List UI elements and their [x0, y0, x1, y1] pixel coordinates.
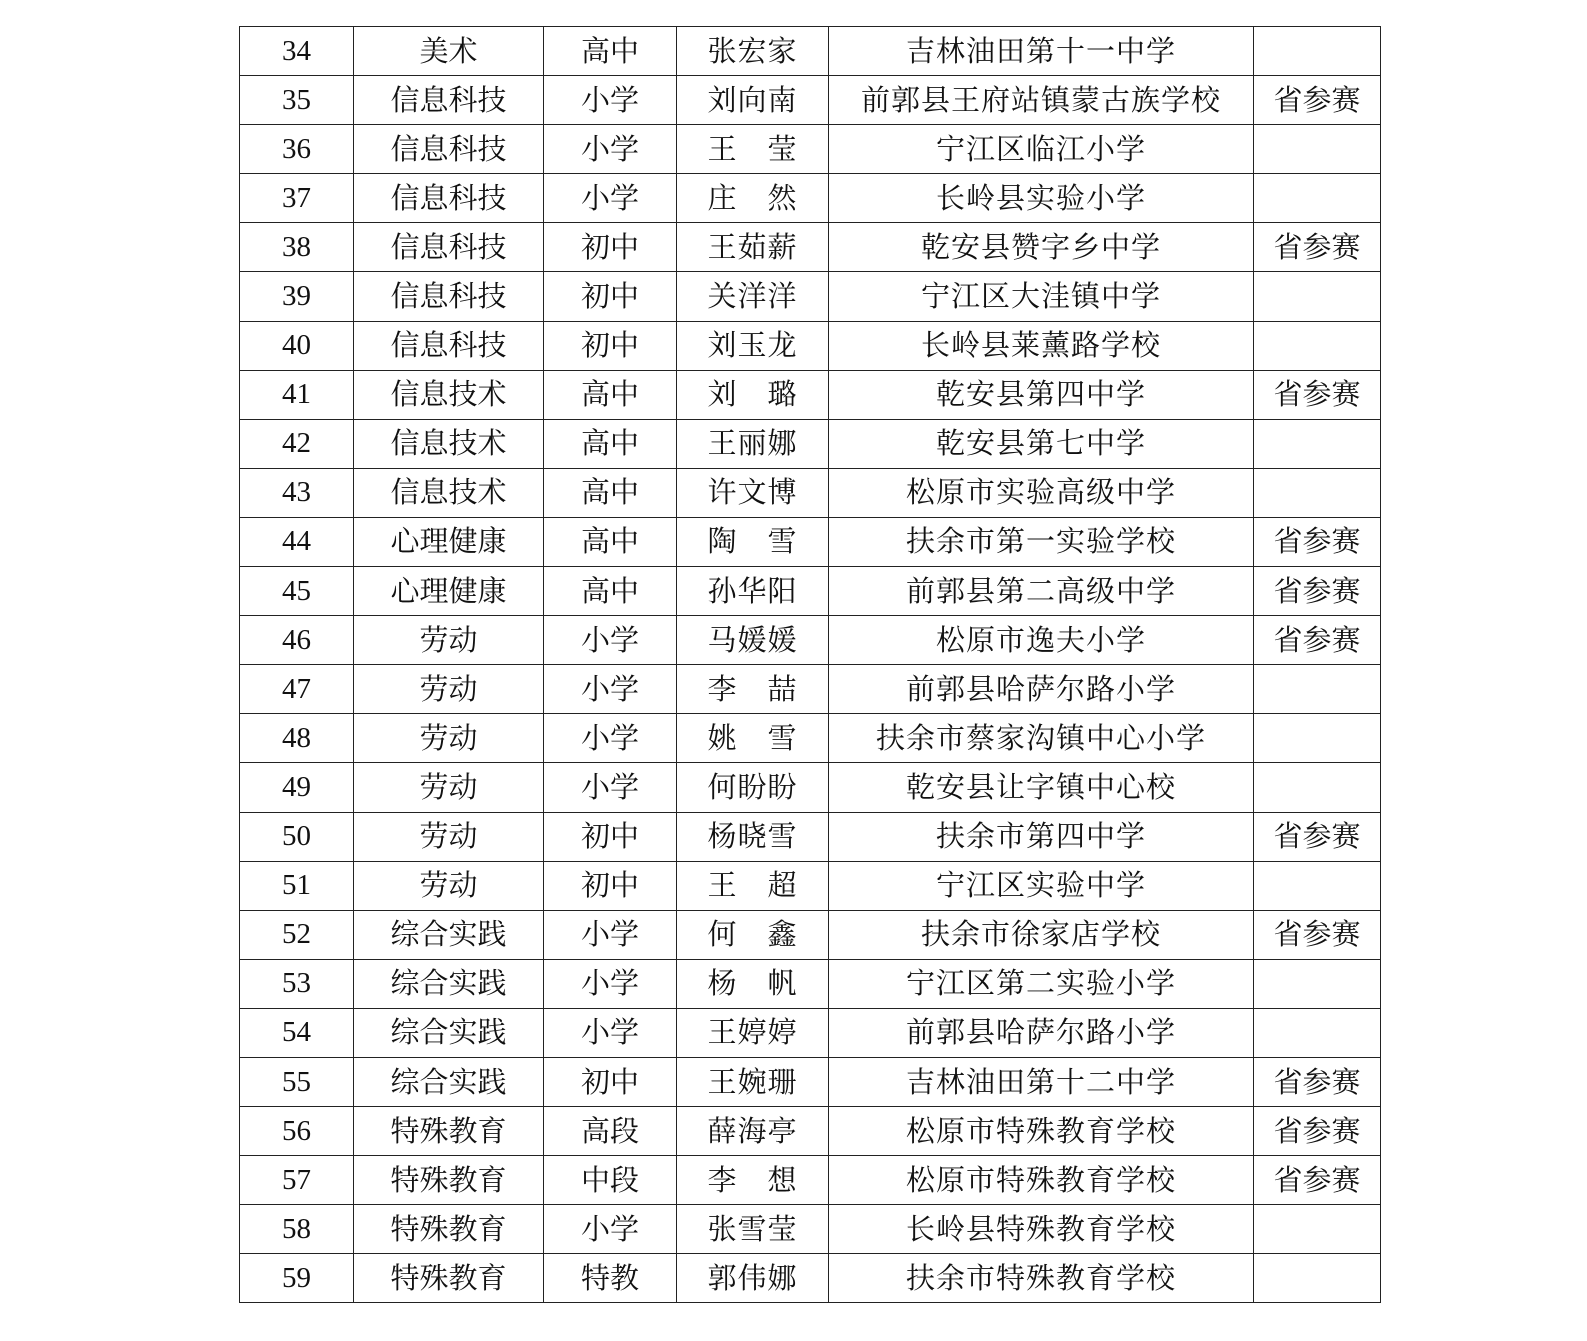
- school-level-cell: 小学: [544, 1205, 677, 1254]
- provincial-entry-cell: 省参赛: [1254, 1057, 1381, 1106]
- school-level-cell: 初中: [544, 1057, 677, 1106]
- provincial-entry-cell: [1254, 763, 1381, 812]
- subject-cell: 劳动: [354, 763, 544, 812]
- subject-cell: 综合实践: [354, 910, 544, 959]
- row-number-cell: 56: [240, 1107, 354, 1156]
- teacher-name-cell: 李 想: [677, 1156, 829, 1205]
- subject-cell: 劳动: [354, 861, 544, 910]
- table-row: [240, 1008, 1381, 1057]
- provincial-entry-cell: [1254, 861, 1381, 910]
- provincial-entry-cell: 省参赛: [1254, 1107, 1381, 1156]
- teacher-name-cell: 杨 帆: [677, 959, 829, 1008]
- row-number-cell: 48: [240, 714, 354, 763]
- table-row: [240, 1205, 1381, 1254]
- teacher-name-cell: 薛海亭: [677, 1107, 829, 1156]
- school-level-cell: 小学: [544, 1008, 677, 1057]
- table-row: [240, 1057, 1381, 1106]
- school-name-cell: 松原市逸夫小学: [829, 616, 1254, 665]
- provincial-entry-cell: 省参赛: [1254, 616, 1381, 665]
- subject-cell: 信息科技: [354, 76, 544, 125]
- subject-cell: 特殊教育: [354, 1107, 544, 1156]
- provincial-entry-cell: [1254, 174, 1381, 223]
- teacher-name-cell: 何 鑫: [677, 910, 829, 959]
- school-name-cell: 乾安县第七中学: [829, 419, 1254, 468]
- school-name-cell: 扶余市第四中学: [829, 812, 1254, 861]
- row-number-cell: 44: [240, 517, 354, 566]
- row-number-cell: 43: [240, 468, 354, 517]
- school-level-cell: 小学: [544, 174, 677, 223]
- table-row: [240, 812, 1381, 861]
- teacher-name-cell: 孙华阳: [677, 567, 829, 616]
- subject-cell: 特殊教育: [354, 1156, 544, 1205]
- provincial-entry-cell: [1254, 959, 1381, 1008]
- provincial-entry-cell: [1254, 27, 1381, 76]
- row-number-cell: 54: [240, 1008, 354, 1057]
- subject-cell: 劳动: [354, 665, 544, 714]
- school-name-cell: 扶余市特殊教育学校: [829, 1254, 1254, 1303]
- table-row: [240, 27, 1381, 76]
- table-row: [240, 861, 1381, 910]
- teacher-name-cell: 王 超: [677, 861, 829, 910]
- school-name-cell: 宁江区第二实验小学: [829, 959, 1254, 1008]
- provincial-entry-cell: [1254, 419, 1381, 468]
- subject-cell: 综合实践: [354, 1008, 544, 1057]
- subject-cell: 信息科技: [354, 272, 544, 321]
- teacher-name-cell: 陶 雪: [677, 517, 829, 566]
- table-row: [240, 616, 1381, 665]
- school-name-cell: 长岭县特殊教育学校: [829, 1205, 1254, 1254]
- school-level-cell: 小学: [544, 763, 677, 812]
- school-level-cell: 高段: [544, 1107, 677, 1156]
- roster-table-body: [240, 27, 1381, 1303]
- school-level-cell: 特教: [544, 1254, 677, 1303]
- table-row: [240, 567, 1381, 616]
- subject-cell: 心理健康: [354, 517, 544, 566]
- school-name-cell: 前郭县第二高级中学: [829, 567, 1254, 616]
- row-number-cell: 41: [240, 370, 354, 419]
- table-row: [240, 1156, 1381, 1205]
- row-number-cell: 38: [240, 223, 354, 272]
- subject-cell: 信息科技: [354, 125, 544, 174]
- teacher-name-cell: 刘 璐: [677, 370, 829, 419]
- table-row: [240, 959, 1381, 1008]
- provincial-entry-cell: [1254, 1205, 1381, 1254]
- provincial-entry-cell: [1254, 125, 1381, 174]
- subject-cell: 劳动: [354, 616, 544, 665]
- row-number-cell: 42: [240, 419, 354, 468]
- school-name-cell: 乾安县让字镇中心校: [829, 763, 1254, 812]
- school-name-cell: 前郭县哈萨尔路小学: [829, 1008, 1254, 1057]
- row-number-cell: 58: [240, 1205, 354, 1254]
- provincial-entry-cell: [1254, 714, 1381, 763]
- school-level-cell: 高中: [544, 517, 677, 566]
- provincial-entry-cell: [1254, 665, 1381, 714]
- subject-cell: 信息技术: [354, 370, 544, 419]
- subject-cell: 综合实践: [354, 959, 544, 1008]
- provincial-entry-cell: [1254, 272, 1381, 321]
- school-level-cell: 初中: [544, 321, 677, 370]
- provincial-entry-cell: 省参赛: [1254, 370, 1381, 419]
- teacher-name-cell: 杨晓雪: [677, 812, 829, 861]
- subject-cell: 劳动: [354, 812, 544, 861]
- school-level-cell: 高中: [544, 419, 677, 468]
- subject-cell: 特殊教育: [354, 1205, 544, 1254]
- school-level-cell: 小学: [544, 959, 677, 1008]
- provincial-entry-cell: [1254, 321, 1381, 370]
- teacher-name-cell: 关洋洋: [677, 272, 829, 321]
- subject-cell: 信息科技: [354, 223, 544, 272]
- subject-cell: 美术: [354, 27, 544, 76]
- teacher-name-cell: 许文博: [677, 468, 829, 517]
- row-number-cell: 49: [240, 763, 354, 812]
- subject-cell: 特殊教育: [354, 1254, 544, 1303]
- teacher-name-cell: 庄 然: [677, 174, 829, 223]
- school-level-cell: 小学: [544, 76, 677, 125]
- row-number-cell: 37: [240, 174, 354, 223]
- table-row: [240, 272, 1381, 321]
- school-level-cell: 中段: [544, 1156, 677, 1205]
- row-number-cell: 59: [240, 1254, 354, 1303]
- school-name-cell: 扶余市蔡家沟镇中心小学: [829, 714, 1254, 763]
- row-number-cell: 52: [240, 910, 354, 959]
- table-row: [240, 321, 1381, 370]
- teacher-name-cell: 刘玉龙: [677, 321, 829, 370]
- school-name-cell: 宁江区临江小学: [829, 125, 1254, 174]
- school-name-cell: 前郭县王府站镇蒙古族学校: [829, 76, 1254, 125]
- teacher-name-cell: 马媛媛: [677, 616, 829, 665]
- teacher-name-cell: 刘向南: [677, 76, 829, 125]
- teacher-name-cell: 王婷婷: [677, 1008, 829, 1057]
- school-level-cell: 高中: [544, 567, 677, 616]
- table-row: [240, 223, 1381, 272]
- school-name-cell: 乾安县第四中学: [829, 370, 1254, 419]
- school-level-cell: 高中: [544, 370, 677, 419]
- roster-table: [239, 26, 1381, 1303]
- table-row: [240, 174, 1381, 223]
- table-row: [240, 1254, 1381, 1303]
- school-level-cell: 小学: [544, 714, 677, 763]
- subject-cell: 信息技术: [354, 419, 544, 468]
- school-level-cell: 小学: [544, 910, 677, 959]
- provincial-entry-cell: [1254, 1008, 1381, 1057]
- teacher-name-cell: 王 莹: [677, 125, 829, 174]
- row-number-cell: 34: [240, 27, 354, 76]
- school-level-cell: 初中: [544, 812, 677, 861]
- school-level-cell: 小学: [544, 125, 677, 174]
- school-name-cell: 宁江区实验中学: [829, 861, 1254, 910]
- subject-cell: 劳动: [354, 714, 544, 763]
- table-row: [240, 665, 1381, 714]
- teacher-name-cell: 姚 雪: [677, 714, 829, 763]
- school-level-cell: 小学: [544, 665, 677, 714]
- teacher-name-cell: 王丽娜: [677, 419, 829, 468]
- provincial-entry-cell: 省参赛: [1254, 76, 1381, 125]
- subject-cell: 信息科技: [354, 174, 544, 223]
- provincial-entry-cell: 省参赛: [1254, 1156, 1381, 1205]
- provincial-entry-cell: 省参赛: [1254, 567, 1381, 616]
- school-name-cell: 乾安县赞字乡中学: [829, 223, 1254, 272]
- school-name-cell: 长岭县实验小学: [829, 174, 1254, 223]
- table-row: [240, 517, 1381, 566]
- row-number-cell: 36: [240, 125, 354, 174]
- teacher-name-cell: 何盼盼: [677, 763, 829, 812]
- school-name-cell: 松原市特殊教育学校: [829, 1156, 1254, 1205]
- table-row: [240, 419, 1381, 468]
- provincial-entry-cell: 省参赛: [1254, 517, 1381, 566]
- table-row: [240, 370, 1381, 419]
- school-name-cell: 宁江区大洼镇中学: [829, 272, 1254, 321]
- table-row: [240, 76, 1381, 125]
- school-name-cell: 松原市特殊教育学校: [829, 1107, 1254, 1156]
- school-name-cell: 松原市实验高级中学: [829, 468, 1254, 517]
- row-number-cell: 40: [240, 321, 354, 370]
- row-number-cell: 39: [240, 272, 354, 321]
- table-row: [240, 1107, 1381, 1156]
- subject-cell: 综合实践: [354, 1057, 544, 1106]
- row-number-cell: 51: [240, 861, 354, 910]
- provincial-entry-cell: [1254, 468, 1381, 517]
- provincial-entry-cell: 省参赛: [1254, 812, 1381, 861]
- school-name-cell: 吉林油田第十一中学: [829, 27, 1254, 76]
- table-row: [240, 763, 1381, 812]
- table-row: [240, 125, 1381, 174]
- subject-cell: 信息科技: [354, 321, 544, 370]
- row-number-cell: 55: [240, 1057, 354, 1106]
- row-number-cell: 47: [240, 665, 354, 714]
- table-row: [240, 714, 1381, 763]
- school-level-cell: 小学: [544, 616, 677, 665]
- row-number-cell: 35: [240, 76, 354, 125]
- subject-cell: 信息技术: [354, 468, 544, 517]
- school-name-cell: 长岭县莱薰路学校: [829, 321, 1254, 370]
- school-level-cell: 高中: [544, 27, 677, 76]
- table-row: [240, 468, 1381, 517]
- provincial-entry-cell: [1254, 1254, 1381, 1303]
- school-level-cell: 初中: [544, 223, 677, 272]
- teacher-name-cell: 王婉珊: [677, 1057, 829, 1106]
- teacher-name-cell: 张雪莹: [677, 1205, 829, 1254]
- school-name-cell: 吉林油田第十二中学: [829, 1057, 1254, 1106]
- row-number-cell: 50: [240, 812, 354, 861]
- school-name-cell: 前郭县哈萨尔路小学: [829, 665, 1254, 714]
- teacher-name-cell: 王茹薪: [677, 223, 829, 272]
- row-number-cell: 45: [240, 567, 354, 616]
- school-level-cell: 初中: [544, 861, 677, 910]
- row-number-cell: 46: [240, 616, 354, 665]
- table-row: [240, 910, 1381, 959]
- teacher-name-cell: 张宏家: [677, 27, 829, 76]
- provincial-entry-cell: 省参赛: [1254, 910, 1381, 959]
- school-level-cell: 初中: [544, 272, 677, 321]
- subject-cell: 心理健康: [354, 567, 544, 616]
- school-name-cell: 扶余市第一实验学校: [829, 517, 1254, 566]
- row-number-cell: 53: [240, 959, 354, 1008]
- teacher-name-cell: 李 喆: [677, 665, 829, 714]
- school-level-cell: 高中: [544, 468, 677, 517]
- provincial-entry-cell: 省参赛: [1254, 223, 1381, 272]
- teacher-name-cell: 郭伟娜: [677, 1254, 829, 1303]
- row-number-cell: 57: [240, 1156, 354, 1205]
- school-name-cell: 扶余市徐家店学校: [829, 910, 1254, 959]
